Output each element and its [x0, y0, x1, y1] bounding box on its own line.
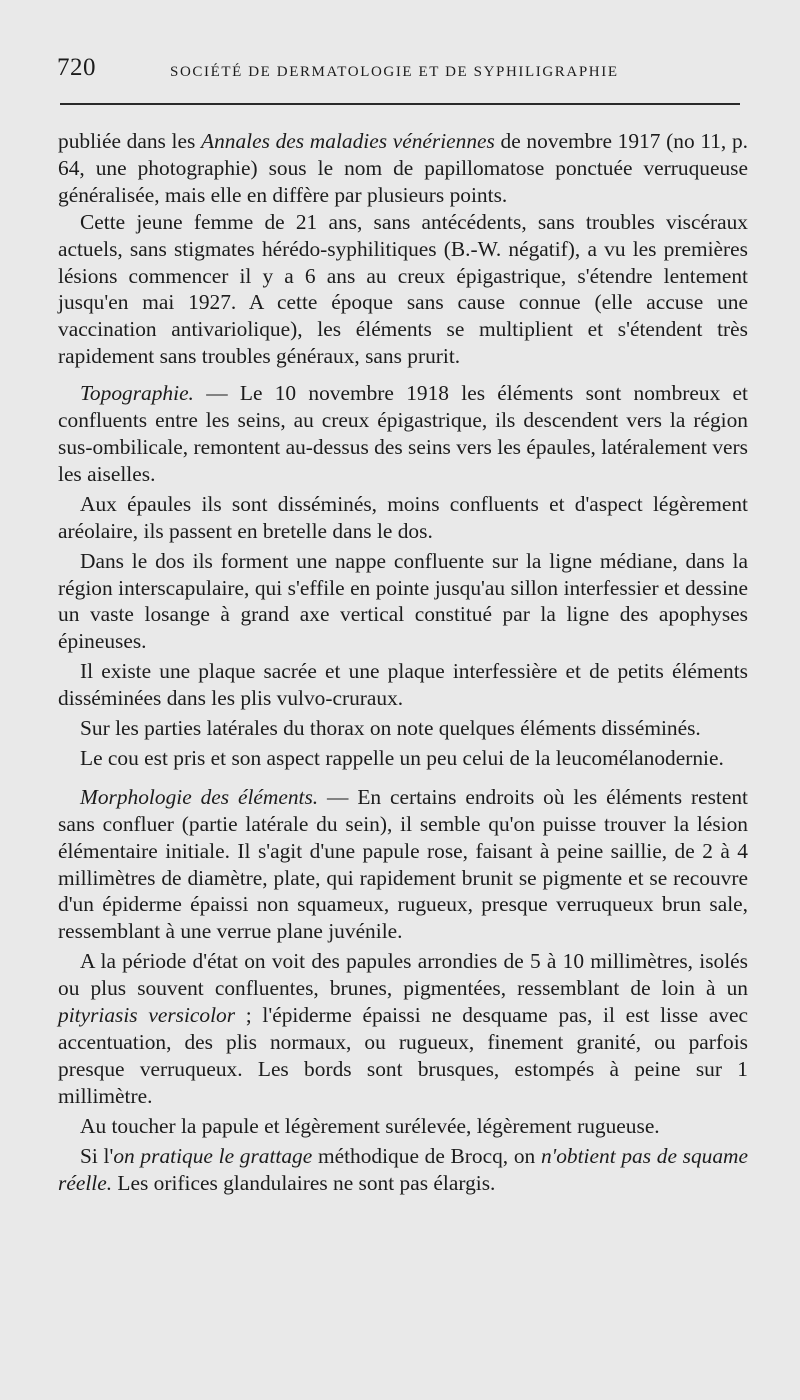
paragraph-4: Aux épaules ils sont disséminés, moins confluents et d'aspect légèrement aréolaire, ils passent en bretelle dans le dos.	[58, 491, 748, 543]
section-heading-topographie: Topographie.	[80, 381, 194, 406]
paragraph-topographie	[58, 380, 748, 488]
body-text	[58, 128, 748, 1196]
text-run: de novembre 1917 (no 11, p. 64, une photographie) sous le nom de papillomatose ponctuée verruqueuse généralisée, mais elle en diffère par plusieurs points.	[58, 129, 748, 207]
paragraph-2: Cette jeune femme de 21 ans, sans antécédents, sans troubles viscéraux actuels, sans stigmates hérédo-syphilitiques (B.-W. négatif), a vu les premières lésions commencer il y a 6 ans au creux épigastrique, s'étendre lentement jusqu'en mai 1927. A cette époque sans cause connue (elle accuse une vaccination antivariolique), les éléments se multiplient et s'étendent très rapidement sans troubles généraux, sans prurit.	[58, 209, 748, 369]
text-run: — En certains endroits où les éléments restent sans confluer (partie latérale du sein), il semble qu'on puisse trouver la lésion élémentaire initiale. Il s'agit d'une papule rose, faisant à peine saillie, de 2 à 4 millimètres de diamètre, plate, qui rapidement brunit se pigmente et se recouvre d'un épiderme épaissi non squameux, rugueux, presque verruqueux brun sale, ressemblant à une verrue plane juvénile.	[58, 784, 749, 944]
section-heading-morphologie: Morphologie des éléments.	[80, 784, 319, 809]
text-run: publiée dans les	[58, 129, 201, 153]
page-header	[0, 0, 800, 100]
paragraph-5: Dans le dos ils forment une nappe confluente sur la ligne médiane, dans la région interscapulaire, qui s'effile en pointe jusqu'au sillon interfessier et dessine un vaste losange à grand axe vertical constitué par la ligne des apophyses épineuses.	[58, 548, 748, 654]
text-run: — Le 10 novembre 1918 les éléments sont nombreux et confluents entre les seins, au creux épigastrique, ils descendent vers la région sus-ombilicale, remontent au-dessus des seins vers les épaules, latéralement vers les aiselles.	[58, 381, 748, 486]
paragraph-6: Il existe une plaque sacrée et une plaque interfessière et de petits éléments disséminées dans les plis vulvo-cruraux.	[58, 659, 748, 711]
header-rule	[60, 103, 740, 105]
paragraph-12	[58, 1143, 748, 1197]
text-run: méthodique de Brocq, on	[312, 1143, 541, 1168]
paragraph-10	[58, 948, 748, 1109]
text-run: ; l'épiderme épaissi ne desquame pas, il est lisse avec accentuation, des plis normaux, ou rugueux, finement granité, ou parfois presque verruqueux. Les bords sont brusques, estompés à peine sur 1 millimètre.	[58, 1003, 748, 1108]
paragraph-11: Au toucher la papule et légèrement surélevée, légèrement rugueuse.	[80, 1113, 660, 1138]
running-title: SOCIÉTÉ DE DERMATOLOGIE ET DE SYPHILIGRAPHIE	[170, 64, 619, 80]
paragraph-morphologie	[58, 784, 748, 945]
paragraph-8: Le cou est pris et son aspect rappelle un peu celui de la leucomélanodernie.	[80, 745, 724, 770]
text-run: Les orifices glandulaires ne sont pas élargis.	[112, 1170, 496, 1195]
page-number: 720	[57, 54, 96, 81]
paragraph-7: Sur les parties latérales du thorax on note quelques éléments disséminés.	[80, 716, 701, 741]
italic-term: pityriasis versicolor	[58, 1003, 236, 1028]
text-run: Si l'	[80, 1143, 114, 1168]
italic-term: on pratique le grattage	[113, 1143, 313, 1168]
italic-term: n'obtient pas de squame réelle.	[58, 1143, 748, 1195]
paragraph-1	[58, 128, 748, 209]
journal-title: Annales des maladies vénériennes	[201, 129, 495, 153]
text-run: A la période d'état on voit des papules arrondies de 5 à 10 millimètres, isolés ou plus souvent confluentes, brunes, pigmentées, ressemblant de loin à un	[58, 949, 748, 1001]
